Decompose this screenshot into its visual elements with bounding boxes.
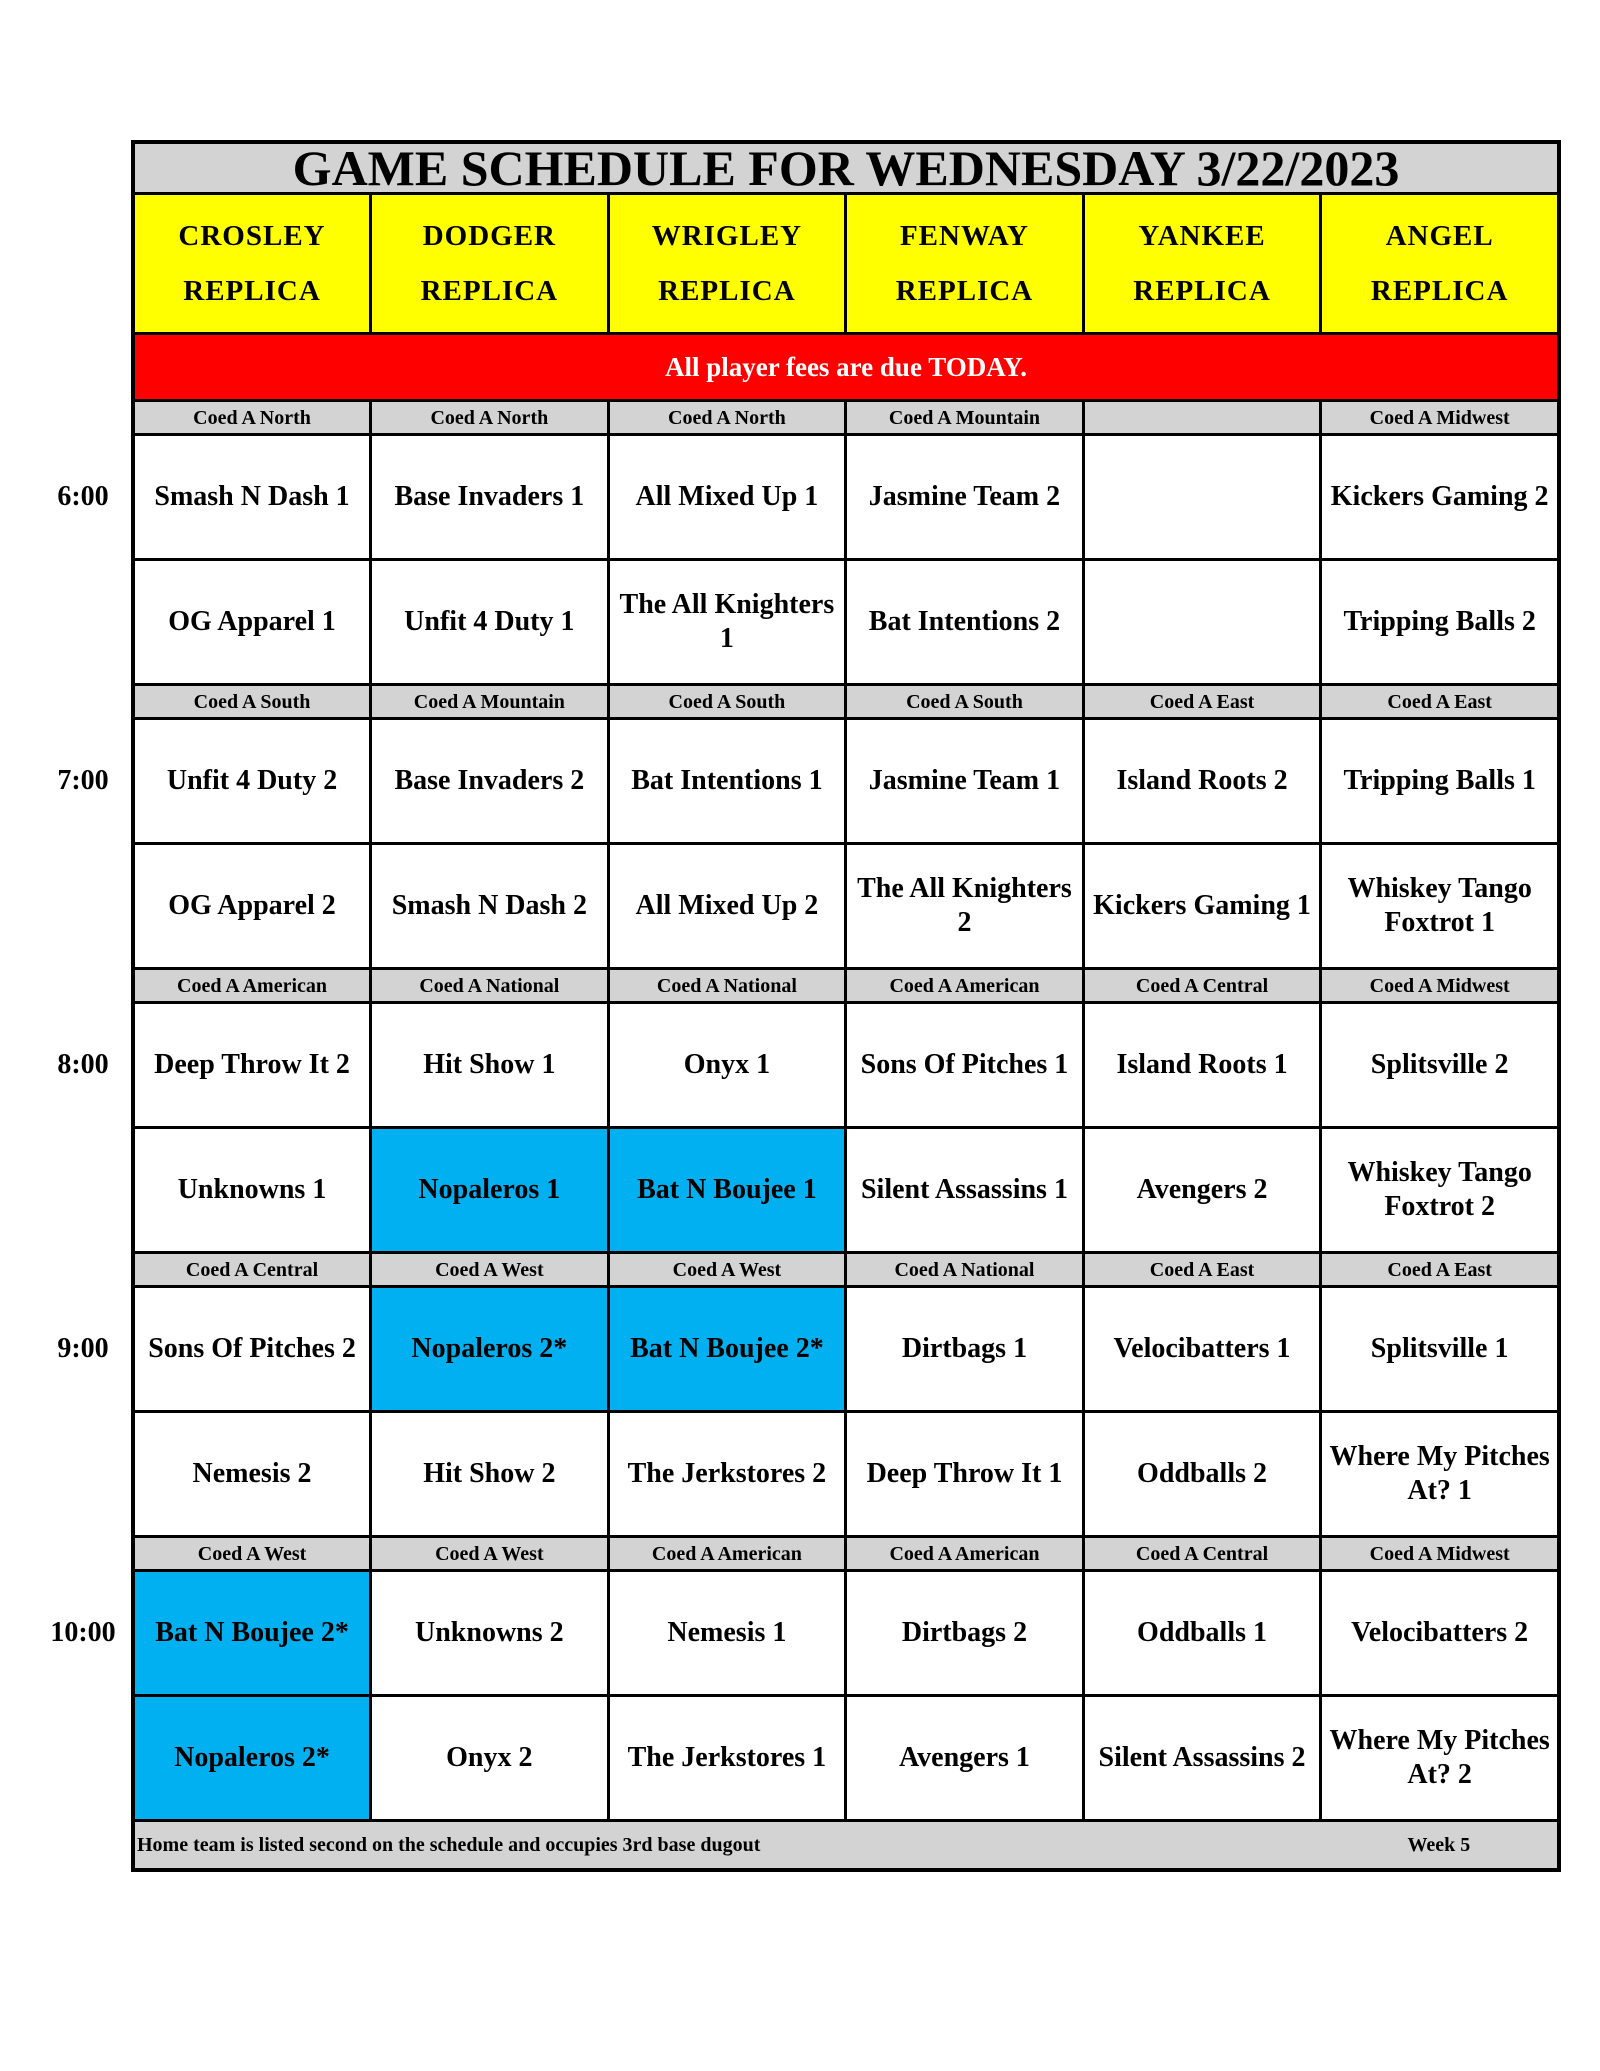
division-label: Coed A South: [608, 685, 846, 719]
home-team-cell: Whiskey Tango Foxtrot 1: [1321, 844, 1559, 969]
away-team-row: [133, 435, 1559, 560]
time-label: 6:00: [57, 481, 109, 512]
away-team-cell: [1083, 435, 1321, 560]
home-team-cell: The All Knighters 1: [608, 560, 846, 685]
field-header: [1083, 194, 1321, 334]
home-team-cell: Silent Assassins 2: [1083, 1696, 1321, 1821]
division-label: Coed A Midwest: [1321, 969, 1559, 1003]
home-team-cell: Smash N Dash 2: [371, 844, 609, 969]
division-label: Coed A American: [608, 1537, 846, 1571]
field-subtitle: REPLICA: [183, 274, 321, 307]
home-team-row: [133, 1412, 1559, 1537]
away-team-cell: Sons Of Pitches 1: [846, 1003, 1084, 1128]
home-team-cell: Nemesis 2: [133, 1412, 371, 1537]
division-label: Coed A Mountain: [371, 685, 609, 719]
away-team-row: [133, 1571, 1559, 1696]
division-label: Coed A American: [846, 1537, 1084, 1571]
fees-notice: All player fees are due TODAY.: [133, 334, 1559, 401]
field-name: ANGEL: [1385, 219, 1494, 252]
field-header-row: [133, 194, 1559, 334]
home-team-cell: The Jerkstores 2: [608, 1412, 846, 1537]
division-label: [1083, 401, 1321, 435]
home-team-cell: Where My Pitches At? 2: [1321, 1696, 1559, 1821]
home-team-cell: Avengers 1: [846, 1696, 1084, 1821]
away-team-cell: Velocibatters 2: [1321, 1571, 1559, 1696]
division-row: [133, 1537, 1559, 1571]
home-team-cell: Tripping Balls 2: [1321, 560, 1559, 685]
home-team-cell: OG Apparel 2: [133, 844, 371, 969]
division-label: Coed A East: [1321, 685, 1559, 719]
home-team-cell: Nopaleros 2*: [133, 1696, 371, 1821]
home-team-cell: Silent Assassins 1: [846, 1128, 1084, 1253]
home-team-cell: Bat Intentions 2: [846, 560, 1084, 685]
away-team-cell: Onyx 1: [608, 1003, 846, 1128]
away-team-cell: Jasmine Team 1: [846, 719, 1084, 844]
division-row: [133, 685, 1559, 719]
home-team-cell: Deep Throw It 1: [846, 1412, 1084, 1537]
home-team-row: [133, 844, 1559, 969]
away-team-cell: Deep Throw It 2: [133, 1003, 371, 1128]
home-team-row: [133, 1128, 1559, 1253]
away-team-cell: Bat N Boujee 2*: [608, 1287, 846, 1412]
home-team-cell: Avengers 2: [1083, 1128, 1321, 1253]
field-header: [1321, 194, 1559, 334]
division-row: [133, 401, 1559, 435]
division-label: Coed A West: [371, 1537, 609, 1571]
home-team-cell: Kickers Gaming 1: [1083, 844, 1321, 969]
away-team-cell: Sons Of Pitches 2: [133, 1287, 371, 1412]
home-team-cell: OG Apparel 1: [133, 560, 371, 685]
division-label: Coed A South: [133, 685, 371, 719]
field-subtitle: REPLICA: [420, 274, 559, 307]
division-row: [133, 969, 1559, 1003]
page-title: GAME SCHEDULE FOR WEDNESDAY 3/22/2023: [133, 142, 1559, 194]
division-label: Coed A National: [846, 1253, 1084, 1287]
division-label: Coed A East: [1083, 1253, 1321, 1287]
home-team-cell: All Mixed Up 2: [608, 844, 846, 969]
away-team-cell: Oddballs 1: [1083, 1571, 1321, 1696]
division-label: Coed A Mountain: [846, 401, 1084, 435]
home-team-row: [133, 1696, 1559, 1821]
away-team-cell: Velocibatters 1: [1083, 1287, 1321, 1412]
away-team-row: [133, 1287, 1559, 1412]
field-header: [608, 194, 846, 334]
division-label: Coed A West: [608, 1253, 846, 1287]
home-team-cell: Oddballs 2: [1083, 1412, 1321, 1537]
time-label: 10:00: [50, 1617, 116, 1648]
field-name: FENWAY: [899, 219, 1029, 252]
field-name: WRIGLEY: [651, 219, 803, 252]
home-team-note: Home team is listed second on the schedule and occupies 3rd base dugout: [133, 1821, 1321, 1871]
schedule-table: [131, 140, 1561, 1872]
time-label: 8:00: [57, 1049, 109, 1080]
home-team-cell: The Jerkstores 1: [608, 1696, 846, 1821]
division-label: Coed A West: [133, 1537, 371, 1571]
division-label: Coed A North: [133, 401, 371, 435]
away-team-cell: Island Roots 1: [1083, 1003, 1321, 1128]
field-name: YANKEE: [1138, 219, 1266, 252]
home-team-cell: The All Knighters 2: [846, 844, 1084, 969]
away-team-cell: Tripping Balls 1: [1321, 719, 1559, 844]
division-label: Coed A East: [1083, 685, 1321, 719]
away-team-cell: Unknowns 2: [371, 1571, 609, 1696]
division-label: Coed A East: [1321, 1253, 1559, 1287]
home-team-cell: Onyx 2: [371, 1696, 609, 1821]
home-team-cell: Hit Show 2: [371, 1412, 609, 1537]
division-label: Coed A Central: [1083, 969, 1321, 1003]
away-team-cell: Kickers Gaming 2: [1321, 435, 1559, 560]
away-team-cell: Hit Show 1: [371, 1003, 609, 1128]
home-team-cell: Unknowns 1: [133, 1128, 371, 1253]
home-team-cell: Unfit 4 Duty 1: [371, 560, 609, 685]
time-label: 7:00: [57, 765, 109, 796]
away-team-cell: Nemesis 1: [608, 1571, 846, 1696]
division-label: Coed A National: [371, 969, 609, 1003]
division-label: Coed A North: [371, 401, 609, 435]
home-team-cell: Where My Pitches At? 1: [1321, 1412, 1559, 1537]
away-team-cell: Dirtbags 2: [846, 1571, 1084, 1696]
field-subtitle: REPLICA: [1133, 274, 1271, 307]
division-label: Coed A Central: [133, 1253, 371, 1287]
away-team-cell: Base Invaders 1: [371, 435, 609, 560]
field-subtitle: REPLICA: [1370, 274, 1509, 307]
week-label: Week 5: [1321, 1821, 1559, 1871]
footer-row: [133, 1821, 1559, 1871]
away-team-row: [133, 719, 1559, 844]
field-header: [371, 194, 609, 334]
field-header: [846, 194, 1084, 334]
field-name: CROSLEY: [178, 219, 326, 252]
time-label: 9:00: [57, 1333, 109, 1364]
home-team-cell: [1083, 560, 1321, 685]
away-team-cell: All Mixed Up 1: [608, 435, 846, 560]
division-label: Coed A Central: [1083, 1537, 1321, 1571]
away-team-cell: Jasmine Team 2: [846, 435, 1084, 560]
division-label: Coed A South: [846, 685, 1084, 719]
division-label: Coed A Midwest: [1321, 401, 1559, 435]
division-label: Coed A American: [846, 969, 1084, 1003]
division-label: Coed A Midwest: [1321, 1537, 1559, 1571]
division-label: Coed A West: [371, 1253, 609, 1287]
away-team-cell: Dirtbags 1: [846, 1287, 1084, 1412]
away-team-cell: Nopaleros 2*: [371, 1287, 609, 1412]
away-team-cell: Splitsville 2: [1321, 1003, 1559, 1128]
away-team-cell: Bat Intentions 1: [608, 719, 846, 844]
field-header: [133, 194, 371, 334]
away-team-row: [133, 1003, 1559, 1128]
home-team-cell: Nopaleros 1: [371, 1128, 609, 1253]
division-label: Coed A National: [608, 969, 846, 1003]
home-team-cell: Whiskey Tango Foxtrot 2: [1321, 1128, 1559, 1253]
away-team-cell: Base Invaders 2: [371, 719, 609, 844]
division-row: [133, 1253, 1559, 1287]
away-team-cell: Smash N Dash 1: [133, 435, 371, 560]
home-team-row: [133, 560, 1559, 685]
home-team-cell: Bat N Boujee 1: [608, 1128, 846, 1253]
field-name: DODGER: [422, 219, 556, 252]
division-label: Coed A North: [608, 401, 846, 435]
field-subtitle: REPLICA: [658, 274, 796, 307]
division-label: Coed A American: [133, 969, 371, 1003]
away-team-cell: Splitsville 1: [1321, 1287, 1559, 1412]
away-team-cell: Island Roots 2: [1083, 719, 1321, 844]
field-subtitle: REPLICA: [895, 274, 1034, 307]
away-team-cell: Unfit 4 Duty 2: [133, 719, 371, 844]
away-team-cell: Bat N Boujee 2*: [133, 1571, 371, 1696]
